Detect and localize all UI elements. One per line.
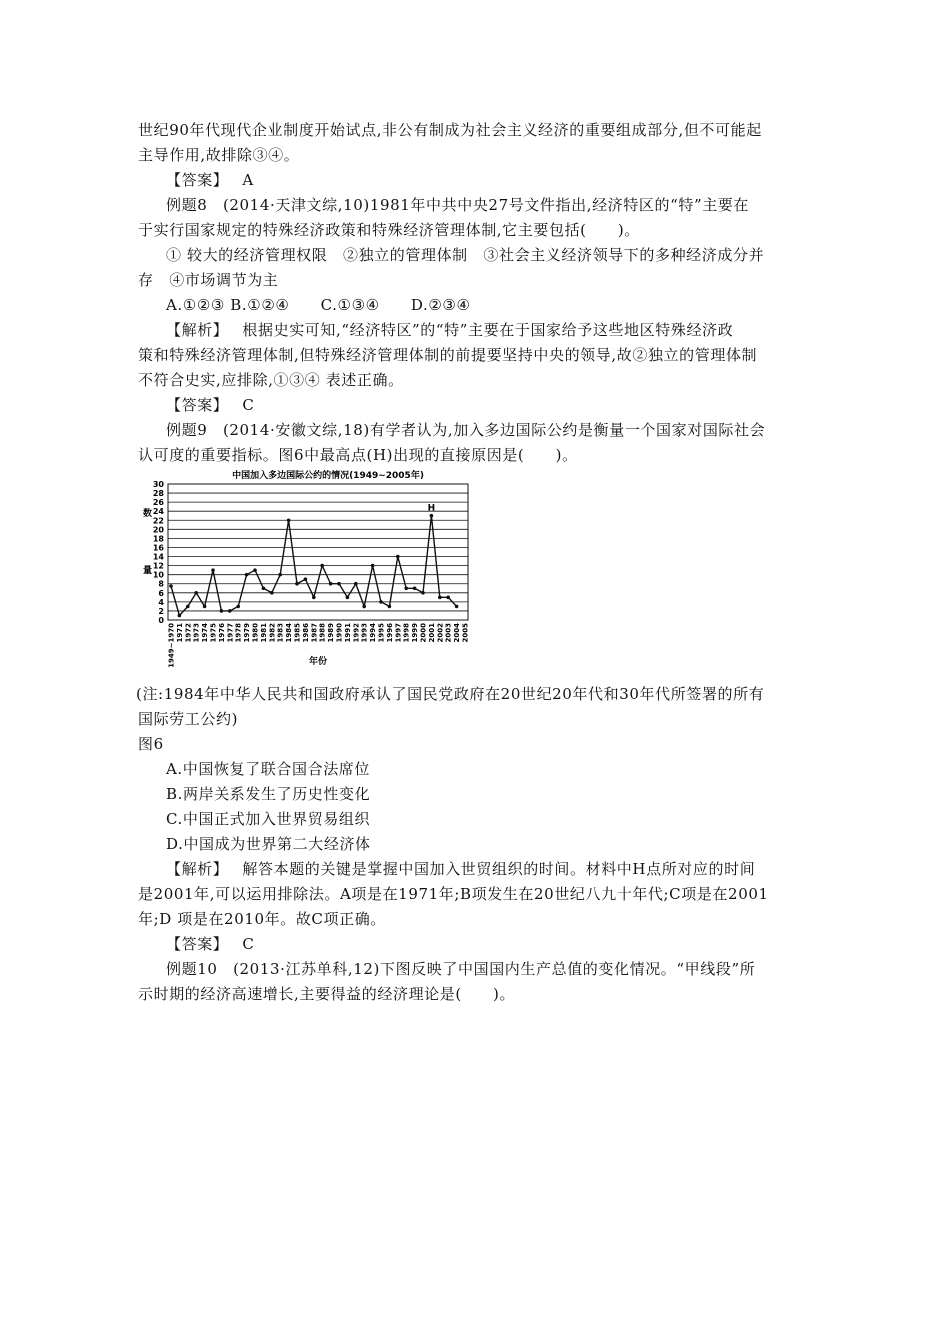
data-point xyxy=(211,568,215,572)
data-point xyxy=(295,582,299,586)
answer-line xyxy=(138,393,818,418)
analysis-label: 【解析】 xyxy=(166,860,229,878)
example-8-line: 例题8 (2014·天津文综,10)1981年中共中央27号文件指出,经济特区的“特”主要在 xyxy=(166,196,750,214)
x-tick-label: 1978 xyxy=(234,623,243,643)
y-tick-label: 10 xyxy=(152,570,164,580)
option-c: C.中国正式加入世界贸易组织 xyxy=(166,810,371,828)
x-tick-label: 2001 xyxy=(427,623,436,643)
x-tick-label: 1971 xyxy=(175,623,184,643)
data-point xyxy=(220,609,224,613)
y-tick-label: 30 xyxy=(152,480,164,489)
x-axis-label: 年份 xyxy=(308,657,328,667)
answer-label: 【答案】 xyxy=(166,396,229,414)
analysis-text: 根据史实可知,“经济特区”的“特”主要在于国家给予这些地区特殊经济政 xyxy=(242,321,734,339)
document-page xyxy=(138,118,818,1007)
x-tick-label: 1976 xyxy=(217,623,226,643)
data-point xyxy=(236,605,240,609)
x-tick-label: 1949~1970 xyxy=(167,623,176,668)
data-point xyxy=(446,596,450,600)
y-tick-label: 16 xyxy=(152,543,164,553)
data-point xyxy=(320,564,324,568)
y-tick-label: 14 xyxy=(152,552,164,562)
x-tick-label: 1992 xyxy=(352,623,361,643)
y-tick-label: 0 xyxy=(158,616,164,625)
text-line: 是2001年,可以运用排除法。A项是在1971年;B项发生在20世纪八九十年代;C项是在2001 xyxy=(138,885,769,903)
y-tick-label: 2 xyxy=(158,606,164,616)
answer-line xyxy=(138,168,818,193)
x-tick-label: 1999 xyxy=(411,623,420,643)
data-point xyxy=(396,555,400,559)
x-tick-label: 1979 xyxy=(243,623,252,643)
x-tick-label: 1975 xyxy=(209,623,218,643)
x-tick-label: 1977 xyxy=(226,623,235,643)
y-tick-label: 24 xyxy=(152,507,164,517)
data-point xyxy=(362,605,366,609)
x-tick-label: 1974 xyxy=(201,623,210,643)
data-point xyxy=(186,605,190,609)
note-line: 国际劳工公约) xyxy=(138,710,239,728)
figure-caption: 图6 xyxy=(138,735,164,753)
data-point xyxy=(430,514,434,518)
text-line: 年;D 项是在2010年。故C项正确。 xyxy=(138,910,386,928)
x-tick-label: 1987 xyxy=(310,623,319,643)
example-9-line: 例题9 (2014·安徽文综,18)有学者认为,加入多边国际公约是衡量一个国家对国际社会 xyxy=(166,421,766,439)
analysis-text: 解答本题的关键是掌握中国加入世贸组织的时间。材料中H点所对应的时间 xyxy=(242,860,756,878)
x-tick-label: 1972 xyxy=(184,623,193,643)
x-tick-label: 1997 xyxy=(394,623,403,643)
text-line: 于实行国家规定的特殊经济政策和特殊经济管理体制,它主要包括( )。 xyxy=(138,221,640,239)
data-point xyxy=(346,596,350,600)
y-tick-label: 6 xyxy=(158,588,164,598)
peak-annotation: H xyxy=(427,503,436,514)
text-line: 示时期的经济高速增长,主要得益的经济理论是( )。 xyxy=(138,985,516,1003)
option-a: A.中国恢复了联合国合法席位 xyxy=(166,760,371,778)
x-tick-label: 1981 xyxy=(259,623,268,643)
text-line: 认可度的重要指标。图6中最高点(H)出现的直接原因是( )。 xyxy=(138,446,578,464)
x-tick-label: 1996 xyxy=(385,623,394,643)
note-line: (注:1984年中华人民共和国政府承认了国民党政府在20世纪20年代和30年代所签署的所有 xyxy=(136,685,765,703)
option-d: D.中国成为世界第二大经济体 xyxy=(166,835,371,853)
y-tick-label: 28 xyxy=(152,489,164,499)
data-point xyxy=(203,605,207,609)
data-point xyxy=(253,568,257,572)
line-chart-svg xyxy=(138,470,478,670)
y-axis-label-1: 数 xyxy=(143,509,153,519)
answer-value: C xyxy=(242,396,255,414)
data-point xyxy=(278,573,282,577)
x-tick-label: 1995 xyxy=(377,623,386,643)
data-point xyxy=(455,605,459,609)
y-tick-label: 22 xyxy=(152,516,164,526)
analysis-line xyxy=(138,318,818,343)
x-tick-label: 1986 xyxy=(301,623,310,643)
x-tick-label: 1990 xyxy=(335,623,344,643)
text-line: 不符合史实,应排除,①③④ 表述正确。 xyxy=(138,371,404,389)
y-tick-label: 8 xyxy=(158,579,164,589)
data-point xyxy=(262,586,266,590)
data-point xyxy=(228,609,232,613)
data-point xyxy=(178,614,182,618)
x-tick-label: 1984 xyxy=(285,623,294,643)
example-10-line: 例题10 (2013·江苏单科,12)下图反映了中国国内生产总值的变化情况。“甲线段”所 xyxy=(166,960,756,978)
text-line: 策和特殊经济管理体制,但特殊经济管理体制的前提要坚持中央的领导,故②独立的管理体制 xyxy=(138,346,758,364)
text-line: 世纪90年代现代企业制度开始试点,非公有制成为社会主义经济的重要组成部分,但不可能起 xyxy=(138,121,762,139)
x-tick-label: 1980 xyxy=(251,623,260,643)
text-line: 主导作用,故排除③④。 xyxy=(138,146,300,164)
x-tick-label: 2002 xyxy=(436,623,445,643)
chart-title: 中国加入多边国际公约的情况(1949~2005年) xyxy=(232,471,424,481)
data-point xyxy=(421,591,425,595)
options-line: A.①②③ B.①②④ C.①③④ D.②③④ xyxy=(166,296,471,314)
text-line: 存 ④市场调节为主 xyxy=(138,271,279,289)
data-point xyxy=(287,518,291,522)
data-point xyxy=(413,586,417,590)
plot-frame xyxy=(168,484,468,620)
answer-label: 【答案】 xyxy=(166,935,229,953)
x-tick-label: 1973 xyxy=(192,623,201,643)
x-tick-label: 1994 xyxy=(369,623,378,643)
y-tick-label: 26 xyxy=(152,498,164,508)
data-point xyxy=(438,596,442,600)
x-tick-label: 2003 xyxy=(444,623,453,643)
y-tick-label: 20 xyxy=(152,525,164,535)
data-point xyxy=(304,577,308,581)
x-tick-label: 1989 xyxy=(327,623,336,643)
data-point xyxy=(354,582,358,586)
chart xyxy=(138,470,478,670)
answer-label: 【答案】 xyxy=(166,171,229,189)
x-tick-label: 2005 xyxy=(461,623,470,643)
x-tick-label: 1983 xyxy=(276,623,285,643)
chart-grid xyxy=(168,484,468,620)
answer-line xyxy=(138,932,818,957)
data-point xyxy=(194,591,198,595)
x-tick-label: 1982 xyxy=(268,623,277,643)
x-tick-label: 1991 xyxy=(343,623,352,643)
text-line: ① 较大的经济管理权限 ②独立的管理体制 ③社会主义经济领导下的多种经济成分并 xyxy=(166,246,765,264)
y-tick-label: 18 xyxy=(152,534,164,544)
data-point xyxy=(404,586,408,590)
data-point xyxy=(312,596,316,600)
data-point xyxy=(329,582,333,586)
y-tick-label: 12 xyxy=(152,561,164,571)
data-point xyxy=(337,582,341,586)
data-point xyxy=(379,600,383,604)
answer-value: A xyxy=(242,171,254,189)
y-tick-label: 4 xyxy=(158,597,164,607)
data-point xyxy=(388,605,392,609)
option-b: B.两岸关系发生了历史性变化 xyxy=(166,785,371,803)
x-tick-label: 2004 xyxy=(453,623,462,643)
data-point xyxy=(245,573,249,577)
analysis-line xyxy=(138,857,818,882)
answer-value: C xyxy=(242,935,255,953)
data-point xyxy=(169,584,173,588)
analysis-label: 【解析】 xyxy=(166,321,229,339)
x-tick-label: 1985 xyxy=(293,623,302,643)
x-tick-label: 1988 xyxy=(318,623,327,643)
y-ticks xyxy=(153,480,165,625)
data-point xyxy=(371,564,375,568)
x-tick-label: 1993 xyxy=(360,623,369,643)
x-tick-label: 2000 xyxy=(419,623,428,643)
data-point xyxy=(270,591,274,595)
y-axis-label-2: 量 xyxy=(143,566,153,576)
x-tick-label: 1998 xyxy=(402,623,411,643)
